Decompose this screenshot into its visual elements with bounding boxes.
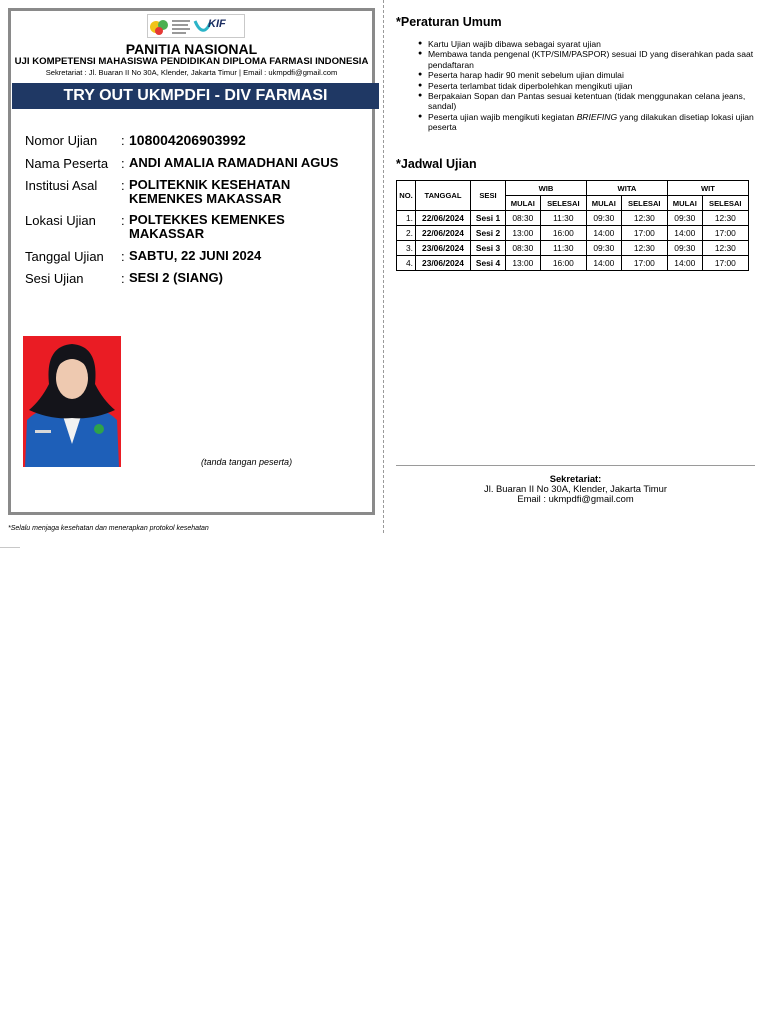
header-wib: WIB xyxy=(506,181,587,196)
cell-wit-end: 17:00 xyxy=(702,256,748,271)
cut-line-divider xyxy=(383,0,384,533)
table-row xyxy=(397,256,749,271)
cell-wita-end: 17:00 xyxy=(621,226,667,241)
field-label: Institusi Asal xyxy=(25,178,98,193)
field-value: POLTEKKES KEMENKES MAKASSAR xyxy=(129,212,285,241)
participant-photo xyxy=(23,336,121,467)
rule-text: yang dilakukan disetiap lokasi ujian peserta xyxy=(428,111,754,133)
cell-wita-start: 14:00 xyxy=(586,256,621,271)
header-wit: WIT xyxy=(667,181,748,196)
field-value: SABTU, 22 JUNI 2024 xyxy=(129,248,262,263)
field-label: Nama Peserta xyxy=(25,156,109,171)
field-colon: : xyxy=(121,133,125,148)
rule-item: ● Kartu Ujian wajib dibawa sebagai syarat ujian xyxy=(418,39,758,49)
header-start: MULAI xyxy=(506,196,541,211)
header-end: SELESAI xyxy=(621,196,667,211)
rules-title: *Peraturan Umum xyxy=(396,15,502,29)
header-date: TANGGAL xyxy=(416,181,471,211)
table-row xyxy=(397,241,749,256)
table-row xyxy=(397,226,749,241)
cell-wita-start: 09:30 xyxy=(586,241,621,256)
cell-session: Sesi 1 xyxy=(471,211,506,226)
secretariat-rule xyxy=(396,465,755,466)
field-label: Tanggal Ujian xyxy=(25,249,104,264)
cell-wib-end: 11:30 xyxy=(540,241,586,256)
field-value: SESI 2 (SIANG) xyxy=(129,270,223,285)
field-value: POLITEKNIK KESEHATAN KEMENKES MAKASSAR xyxy=(129,177,291,206)
cell-wib-start: 13:00 xyxy=(506,256,541,271)
header-no: NO. xyxy=(397,181,416,211)
cell-session: Sesi 3 xyxy=(471,241,506,256)
committee-address: Sekretariat : Jl. Buaran II No 30A, Klender, Jakarta Timur | Email : ukmpdfi@gmail.com xyxy=(45,68,338,77)
health-footnote: *Selalu menjaga kesehatan dan menerapkan protokol kesehatan xyxy=(8,525,209,532)
footer-rule xyxy=(0,547,20,548)
header-wita: WITA xyxy=(586,181,667,196)
cell-no: 4. xyxy=(397,256,416,271)
cell-wit-start: 14:00 xyxy=(667,256,702,271)
rule-item: ● Membawa tanda pengenal (KTP/SIM/PASPOR) sesuai ID yang diserahkan pada saat pendaftaran xyxy=(418,49,758,70)
schedule-header-row xyxy=(397,181,749,196)
exam-banner: TRY OUT UKMPDFI - DIV FARMASI xyxy=(12,83,379,109)
cell-wib-start: 13:00 xyxy=(506,226,541,241)
participant-portrait-icon xyxy=(23,336,121,467)
logo-text: KIF xyxy=(208,18,226,30)
field-label: Nomor Ujian xyxy=(25,133,98,148)
logo-emblem-icon xyxy=(148,15,244,37)
field-colon: : xyxy=(121,249,125,264)
rule-item: ● Berpakaian Sopan dan Pantas sesuai ketentuan (tidak menggunakan celana jeans, sandal) xyxy=(418,91,758,112)
field-label: Lokasi Ujian xyxy=(25,213,96,228)
secretariat-address: Jl. Buaran II No 30A, Klender, Jakarta Timur xyxy=(484,483,667,494)
cell-wita-end: 12:30 xyxy=(621,241,667,256)
cell-wit-end: 12:30 xyxy=(702,211,748,226)
secretariat-email: Email : ukmpdfi@gmail.com xyxy=(517,493,634,504)
field-colon: : xyxy=(121,178,125,193)
secretariat-title: Sekretariat: xyxy=(549,473,602,484)
committee-subtitle: UJI KOMPETENSI MAHASISWA PENDIDIKAN DIPLOMA FARMASI INDONESIA xyxy=(14,56,369,67)
cell-wit-end: 17:00 xyxy=(702,226,748,241)
rule-item: ● Peserta harap hadir 90 menit sebelum ujian dimulai xyxy=(418,70,758,80)
field-value: 108004206903992 xyxy=(129,132,246,148)
header-start: MULAI xyxy=(667,196,702,211)
header-session: SESI xyxy=(471,181,506,211)
exam-card xyxy=(8,8,375,515)
cell-session: Sesi 4 xyxy=(471,256,506,271)
rule-item: ● Peserta terlambat tidak diperbolehkan mengikuti ujian xyxy=(418,81,758,91)
cell-session: Sesi 2 xyxy=(471,226,506,241)
rule-text: Peserta ujian wajib mengikuti kegiatan xyxy=(428,111,577,122)
cell-date: 23/06/2024 xyxy=(416,241,471,256)
cell-wita-start: 14:00 xyxy=(586,226,621,241)
cell-wib-start: 08:30 xyxy=(506,241,541,256)
cell-wit-start: 09:30 xyxy=(667,211,702,226)
schedule-table xyxy=(396,180,749,271)
header-start: MULAI xyxy=(586,196,621,211)
cell-wit-start: 14:00 xyxy=(667,226,702,241)
table-row xyxy=(397,211,749,226)
rules-list xyxy=(418,39,758,133)
cell-wita-end: 17:00 xyxy=(621,256,667,271)
field-colon: : xyxy=(121,156,125,171)
signature-label: (tanda tangan peserta) xyxy=(201,457,293,467)
header-end: SELESAI xyxy=(540,196,586,211)
cell-wita-start: 09:30 xyxy=(586,211,621,226)
cell-wib-start: 08:30 xyxy=(506,211,541,226)
cell-date: 22/06/2024 xyxy=(416,226,471,241)
cell-wib-end: 11:30 xyxy=(540,211,586,226)
field-label: Sesi Ujian xyxy=(25,271,84,286)
schedule-title: *Jadwal Ujian xyxy=(396,157,477,171)
field-colon: : xyxy=(121,271,125,286)
cell-wib-end: 16:00 xyxy=(540,226,586,241)
field-value: ANDI AMALIA RAMADHANI AGUS xyxy=(129,155,339,170)
cell-no: 1. xyxy=(397,211,416,226)
cell-date: 23/06/2024 xyxy=(416,256,471,271)
rule-item xyxy=(418,112,758,133)
cell-wita-end: 12:30 xyxy=(621,211,667,226)
cell-date: 22/06/2024 xyxy=(416,211,471,226)
committee-title: PANITIA NASIONAL xyxy=(125,41,258,57)
cell-wit-end: 12:30 xyxy=(702,241,748,256)
field-colon: : xyxy=(121,213,125,228)
header-end: SELESAI xyxy=(702,196,748,211)
rule-emphasis: BRIEFING xyxy=(576,111,618,122)
cell-no: 2. xyxy=(397,226,416,241)
cell-wib-end: 16:00 xyxy=(540,256,586,271)
organization-logo xyxy=(147,14,245,38)
cell-no: 3. xyxy=(397,241,416,256)
cell-wit-start: 09:30 xyxy=(667,241,702,256)
